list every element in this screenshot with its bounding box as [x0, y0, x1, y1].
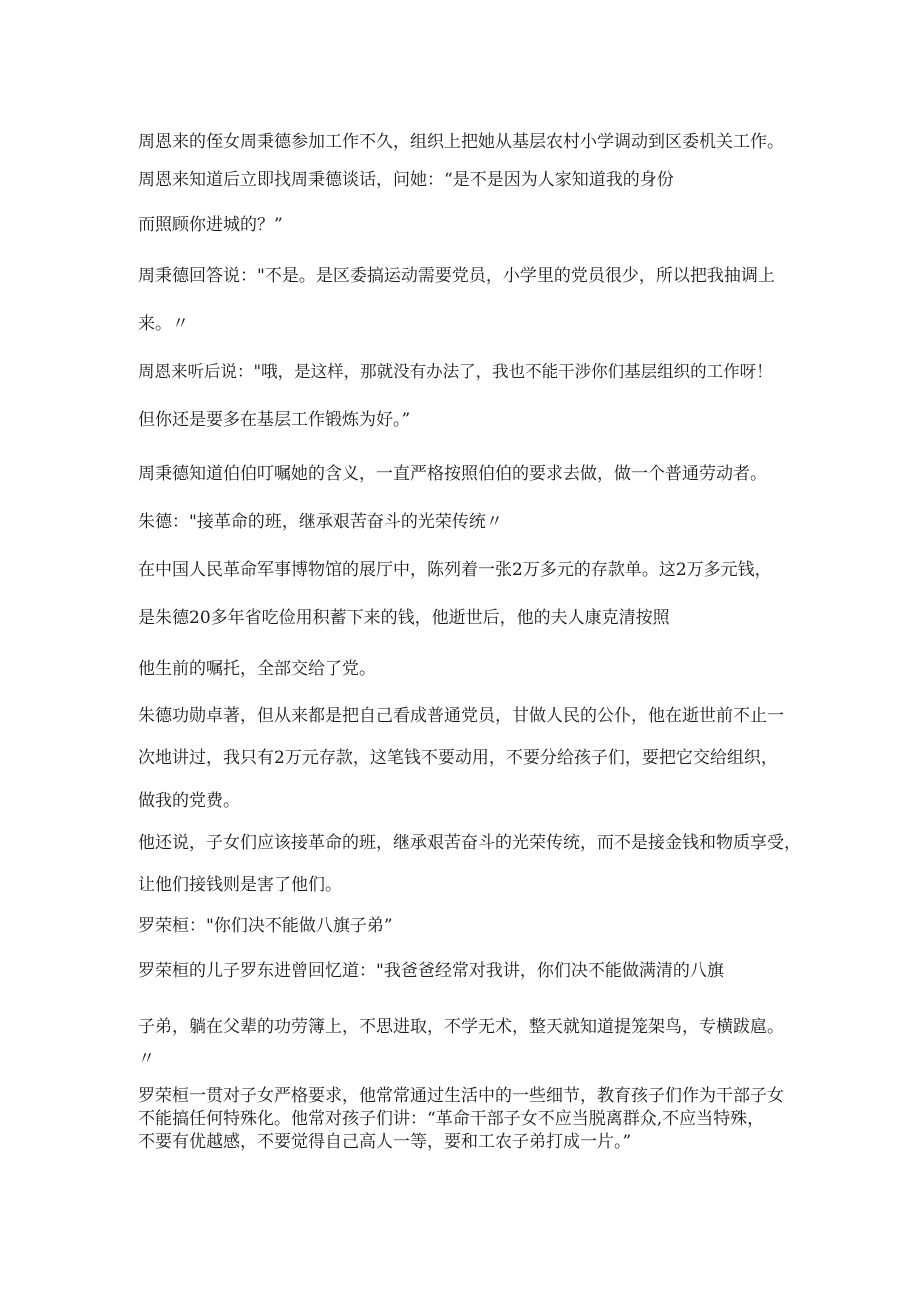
paragraph-line: 让他们接钱则是害了他们。: [138, 875, 342, 895]
paragraph-line: 而照顾你进城的？”: [138, 215, 283, 235]
paragraph-line: 〃: [138, 1049, 155, 1069]
paragraph-line: 周秉德知道伯伯叮嘱她的含义，一直严格按照伯伯的要求去做，做一个普通劳动者。: [138, 464, 767, 484]
paragraph-line: 周恩来的侄女周秉德参加工作不久，组织上把她从基层农村小学调动到区委机关工作。: [138, 132, 784, 152]
paragraph-line: 不能搞任何特殊化。他常对孩子们讲：“革命干部子女不应当脱离群众,不应当特殊，: [138, 1109, 765, 1129]
paragraph-line: 在中国人民革命军事博物馆的展厅中，陈列着一张2万多元的存款单。这2万多元钱，: [138, 560, 772, 580]
paragraph-line: 但你还是要多在基层工作锻炼为好。”: [138, 410, 411, 430]
paragraph-line: 次地讲过，我只有2万元存款，这笔钱不要动用，不要分给孩子们，要把它交给组织，: [138, 748, 778, 768]
paragraph-line: 是朱德20多年省吃俭用积蓄下来的钱，他逝世后，他的夫人康克清按照: [138, 608, 670, 628]
paragraph-line: 来。〃: [138, 314, 189, 334]
paragraph-line: 他生前的嘱托，全部交给了党。: [138, 659, 376, 679]
paragraph-line: 朱德功勋卓著，但从来都是把自己看成普通党员，甘做人民的公仆，他在逝世前不止一: [138, 706, 784, 726]
paragraph-line: 子弟，躺在父辈的功劳簿上，不思进取，不学无术，整天就知道提笼架鸟，专横跋扈。: [138, 1017, 784, 1037]
section-heading-zhude: 朱德："接革命的班，继承艰苦奋斗的光荣传统〃: [138, 512, 503, 532]
paragraph-line: 周秉德回答说："不是。是区委搞运动需要党员，小学里的党员很少，所以把我抽调上: [138, 266, 775, 286]
paragraph-line: 他还说，子女们应该接革命的班，继承艰苦奋斗的光荣传统，而不是接金钱和物质享受，: [138, 833, 801, 853]
paragraph-line: 周恩来听后说："哦，是这样，那就没有办法了，我也不能干涉你们基层组织的工作呀！: [138, 362, 773, 381]
paragraph-line: 周恩来知道后立即找周秉德谈话，问她：“是不是因为人家知道我的身份: [138, 170, 674, 190]
paragraph-line: 不要有优越感，不要觉得自己高人一等，要和工农子弟打成一片。”: [138, 1132, 632, 1152]
paragraph-line: 罗荣桓一贯对子女严格要求，他常常通过生活中的一些细节，教育孩子们作为干部子女: [138, 1086, 784, 1106]
paragraph-line: 做我的党费。: [138, 791, 240, 811]
paragraph-line: 罗荣桓的儿子罗东进曾回忆道："我爸爸经常对我讲，你们决不能做满清的八旗: [138, 961, 724, 981]
section-heading-luoronghuan: 罗荣桓："你们决不能做八旗子弟”: [138, 916, 393, 936]
